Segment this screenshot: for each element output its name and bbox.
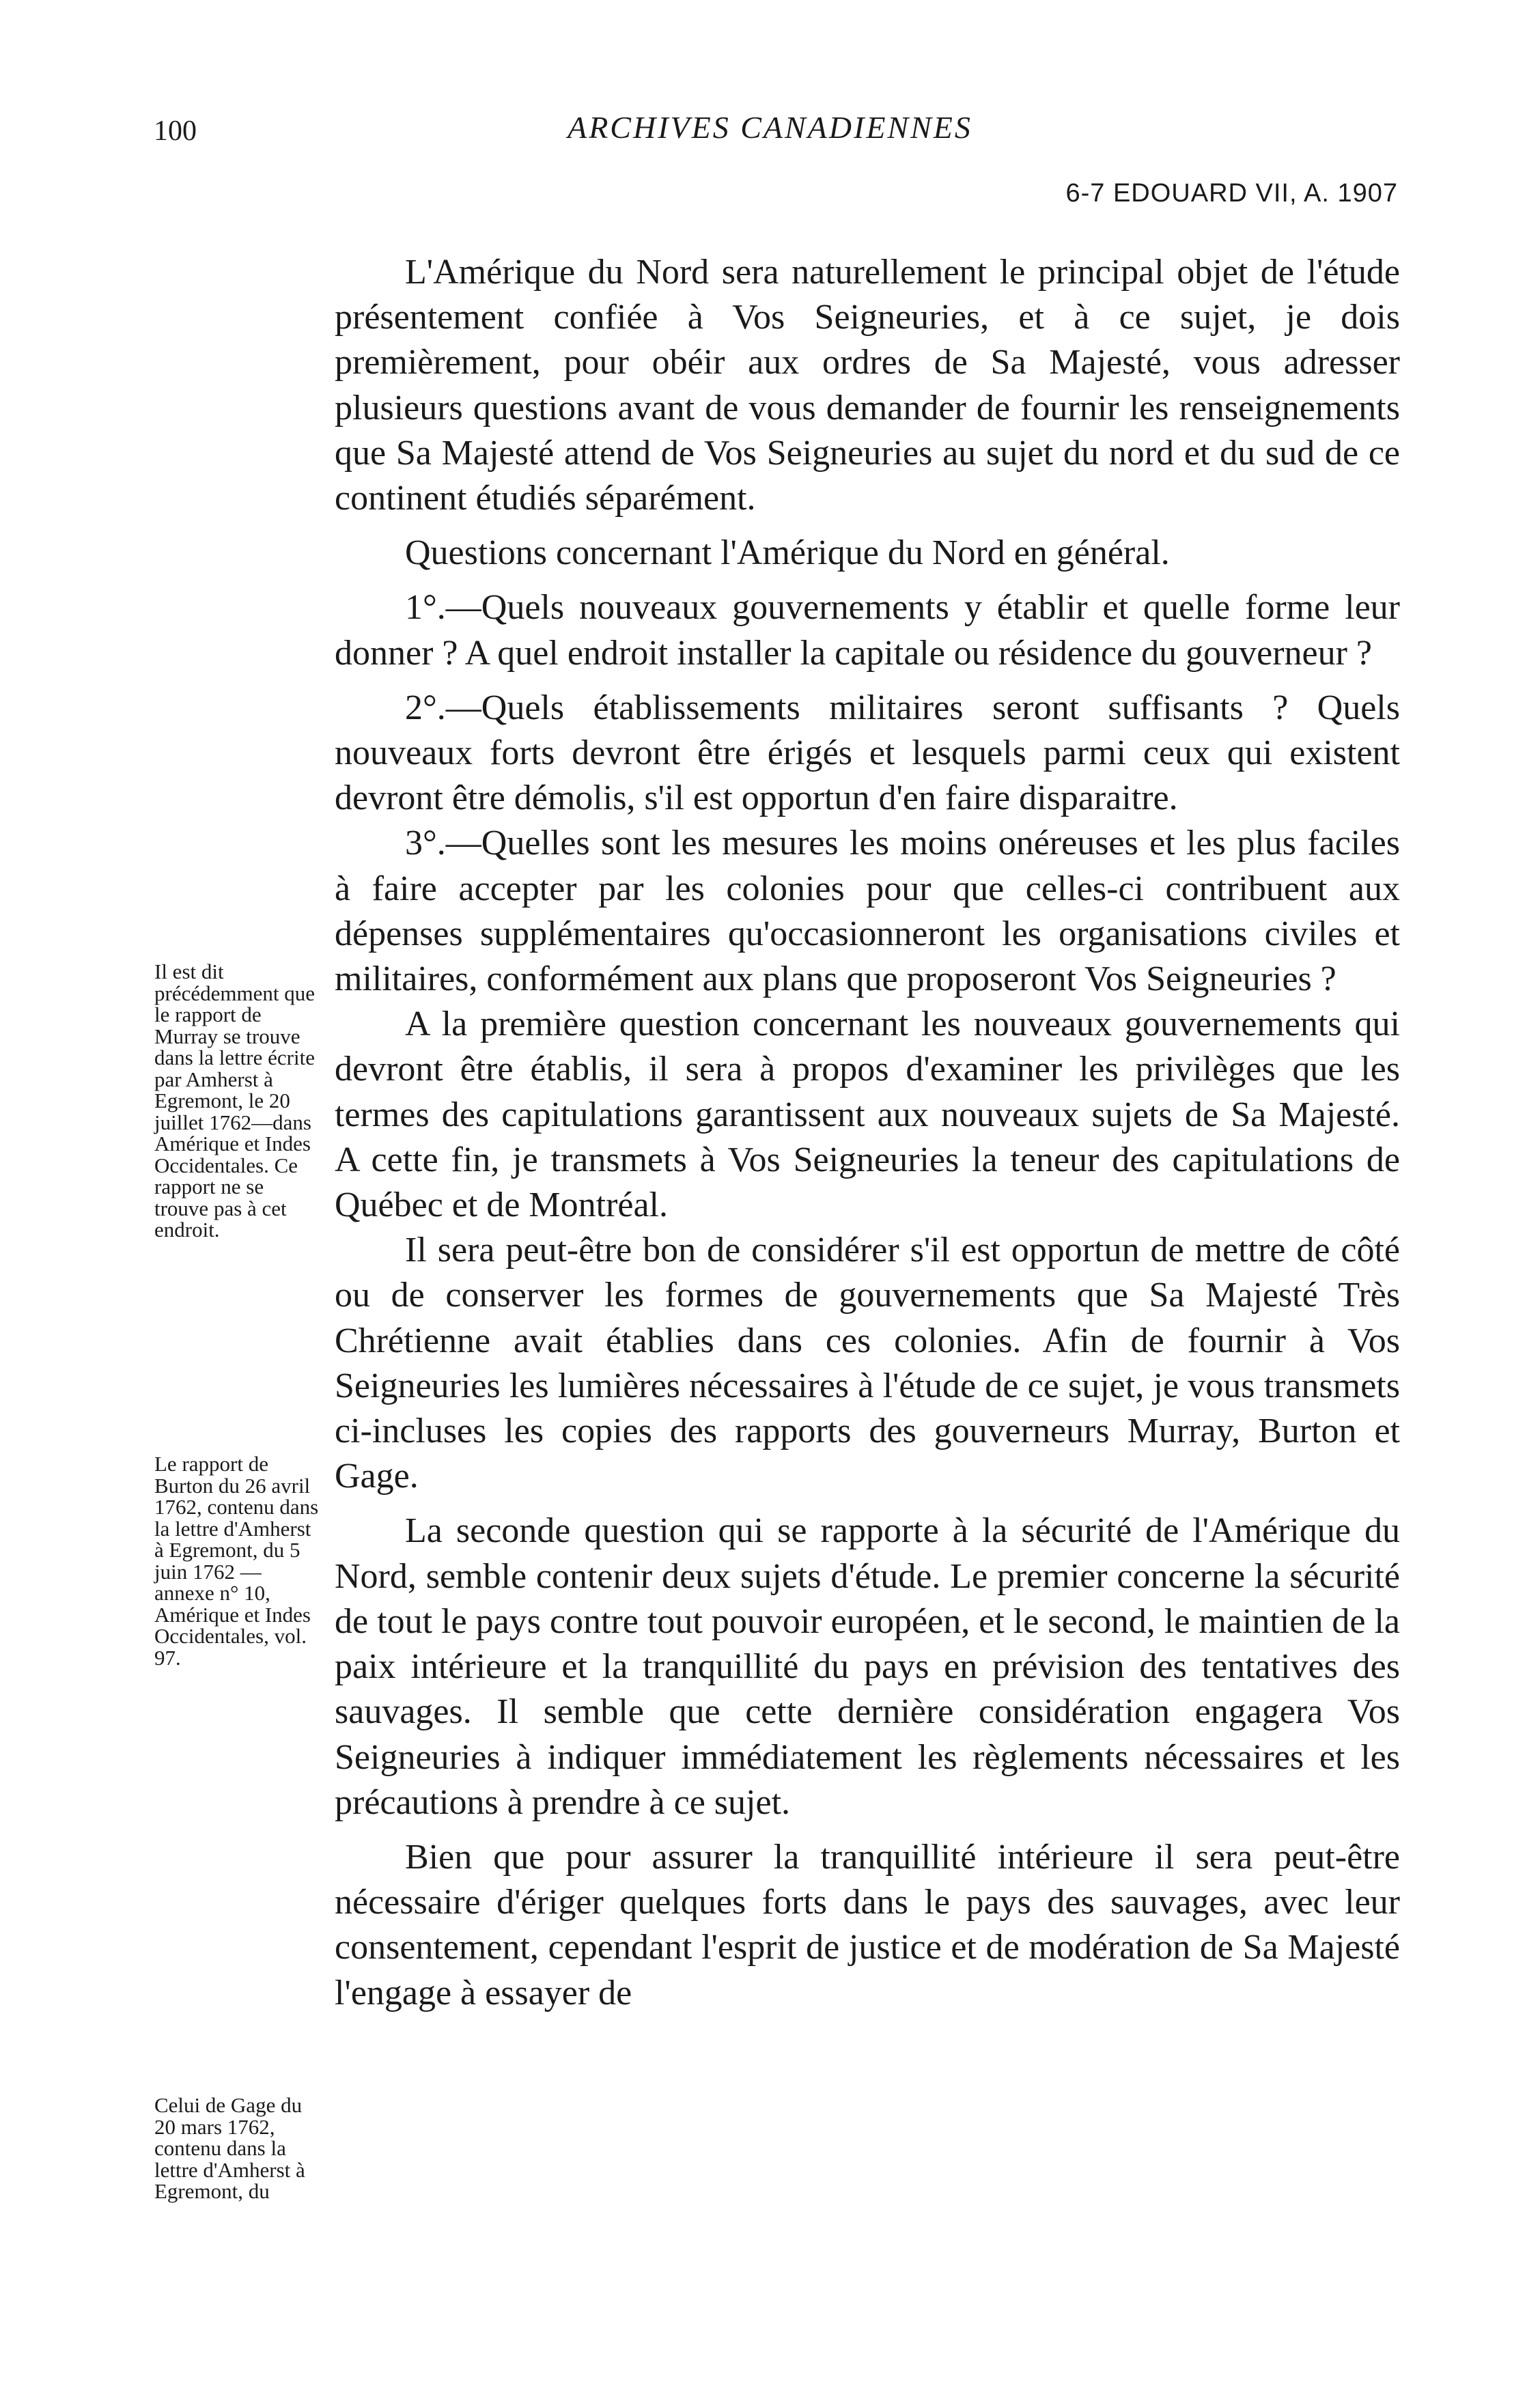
page-number: 100 [154,115,197,147]
running-title: ARCHIVES CANADIENNES [568,110,972,145]
paragraph: Bien que pour assurer la tranquillité intérieure il sera peut-être nécessaire d'ériger quelques forts dans le pays des sauvages, avec leur consentement, cependant l'esprit de justice et de modération de Sa Majesté l'engage à essayer de [335,1837,1400,2013]
session-header: 6-7 EDOUARD VII, A. 1907 [1065,179,1398,208]
margin-note [154,961,321,1241]
margin-note-text: Le rapport de Burton du 26 avril 1762, contenu dans la lettre d'Amherst à Egremont, du 5 juin 1762 —annexe n° 10, Amérique et Indes Occidentales, vol. 97. [154,1452,319,1670]
paragraph: 1°.—Quels nouveaux gouvernements y établir et quelle forme leur donner ? A quel endroit installer la capitale ou résidence du gouverneur ? [335,588,1400,673]
margin-note [154,1453,321,1668]
paragraph: A la première question concernant les nouveaux gouvernements qui devront être établis, il sera à propos d'examiner les privilèges que les termes des capitulations garantissent aux nouveaux sujets de Sa Majesté. A cette fin, je transmets à Vos Seigneuries la teneur des capitulations de Québec et de Montréal. [335,1005,1400,1225]
paragraph: L'Amérique du Nord sera naturellement le principal objet de l'étude présentement confiée à Vos Seigneuries, et à ce sujet, je dois premièrement, pour obéir aux ordres de Sa Majesté, vous adresser plusieurs questions avant de vous demander de fournir les renseignements que Sa Majesté attend de Vos Seigneuries au sujet du nord et du sud de ce continent étudiés séparément. [335,253,1400,518]
margin-note [154,2094,321,2202]
paragraph: Il sera peut-être bon de considérer s'il est opportun de mettre de côté ou de conserver les formes de gouvernements que Sa Majesté Très Chrétienne avait établies dans ces colonies. Afin de fournir à Vos Seigneuries les lumières nécessaires à l'étude de ce sujet, je vous transmets ci-incluses les copies des rapports des gouverneurs Murray, Burton et Gage. [335,1231,1400,1496]
section-heading: Questions concernant l'Amérique du Nord en général. [405,533,1170,573]
margin-note-text: Celui de Gage du 20 mars 1762, contenu dans la lettre d'Amherst à Egremont, du [154,2093,305,2203]
paragraph: La seconde question qui se rapporte à la sécurité de l'Amérique du Nord, semble contenir deux sujets d'étude. Le premier concerne la sécurité de tout le pays contre tout pouvoir européen, et le second, le maintien de la paix intérieure et la tranquillité du pays en prévision des tentatives des sauvages. Il semble que cette dernière considération engagera Vos Seigneuries à indiquer immédiatement les règlements nécessaires et les précautions à prendre à ce sujet. [335,1511,1400,1822]
margin-note-text: Il est dit précédemment que le rapport de Murray se trouve dans la lettre écrite par Amherst à Egremont, le 20 juillet 1762—dans Amérique et Indes Occidentales. Ce rapport ne se trouve pas à cet endroit. [154,959,315,1242]
paragraph: 3°.—Quelles sont les mesures les moins onéreuses et les plus faciles à faire accepter par les colonies pour que celles-ci contribuent aux dépenses supplémentaires qu'occasionneront les organisations civiles et militaires, conformément aux plans que proposeront Vos Seigneuries ? [335,824,1400,999]
main-text [335,250,1400,2025]
paragraph: 2°.—Quels établissements militaires seront suffisants ? Quels nouveaux forts devront être érigés et lesquels parmi ceux qui existent devront être démolis, s'il est opportun d'en faire disparaitre. [335,688,1400,818]
